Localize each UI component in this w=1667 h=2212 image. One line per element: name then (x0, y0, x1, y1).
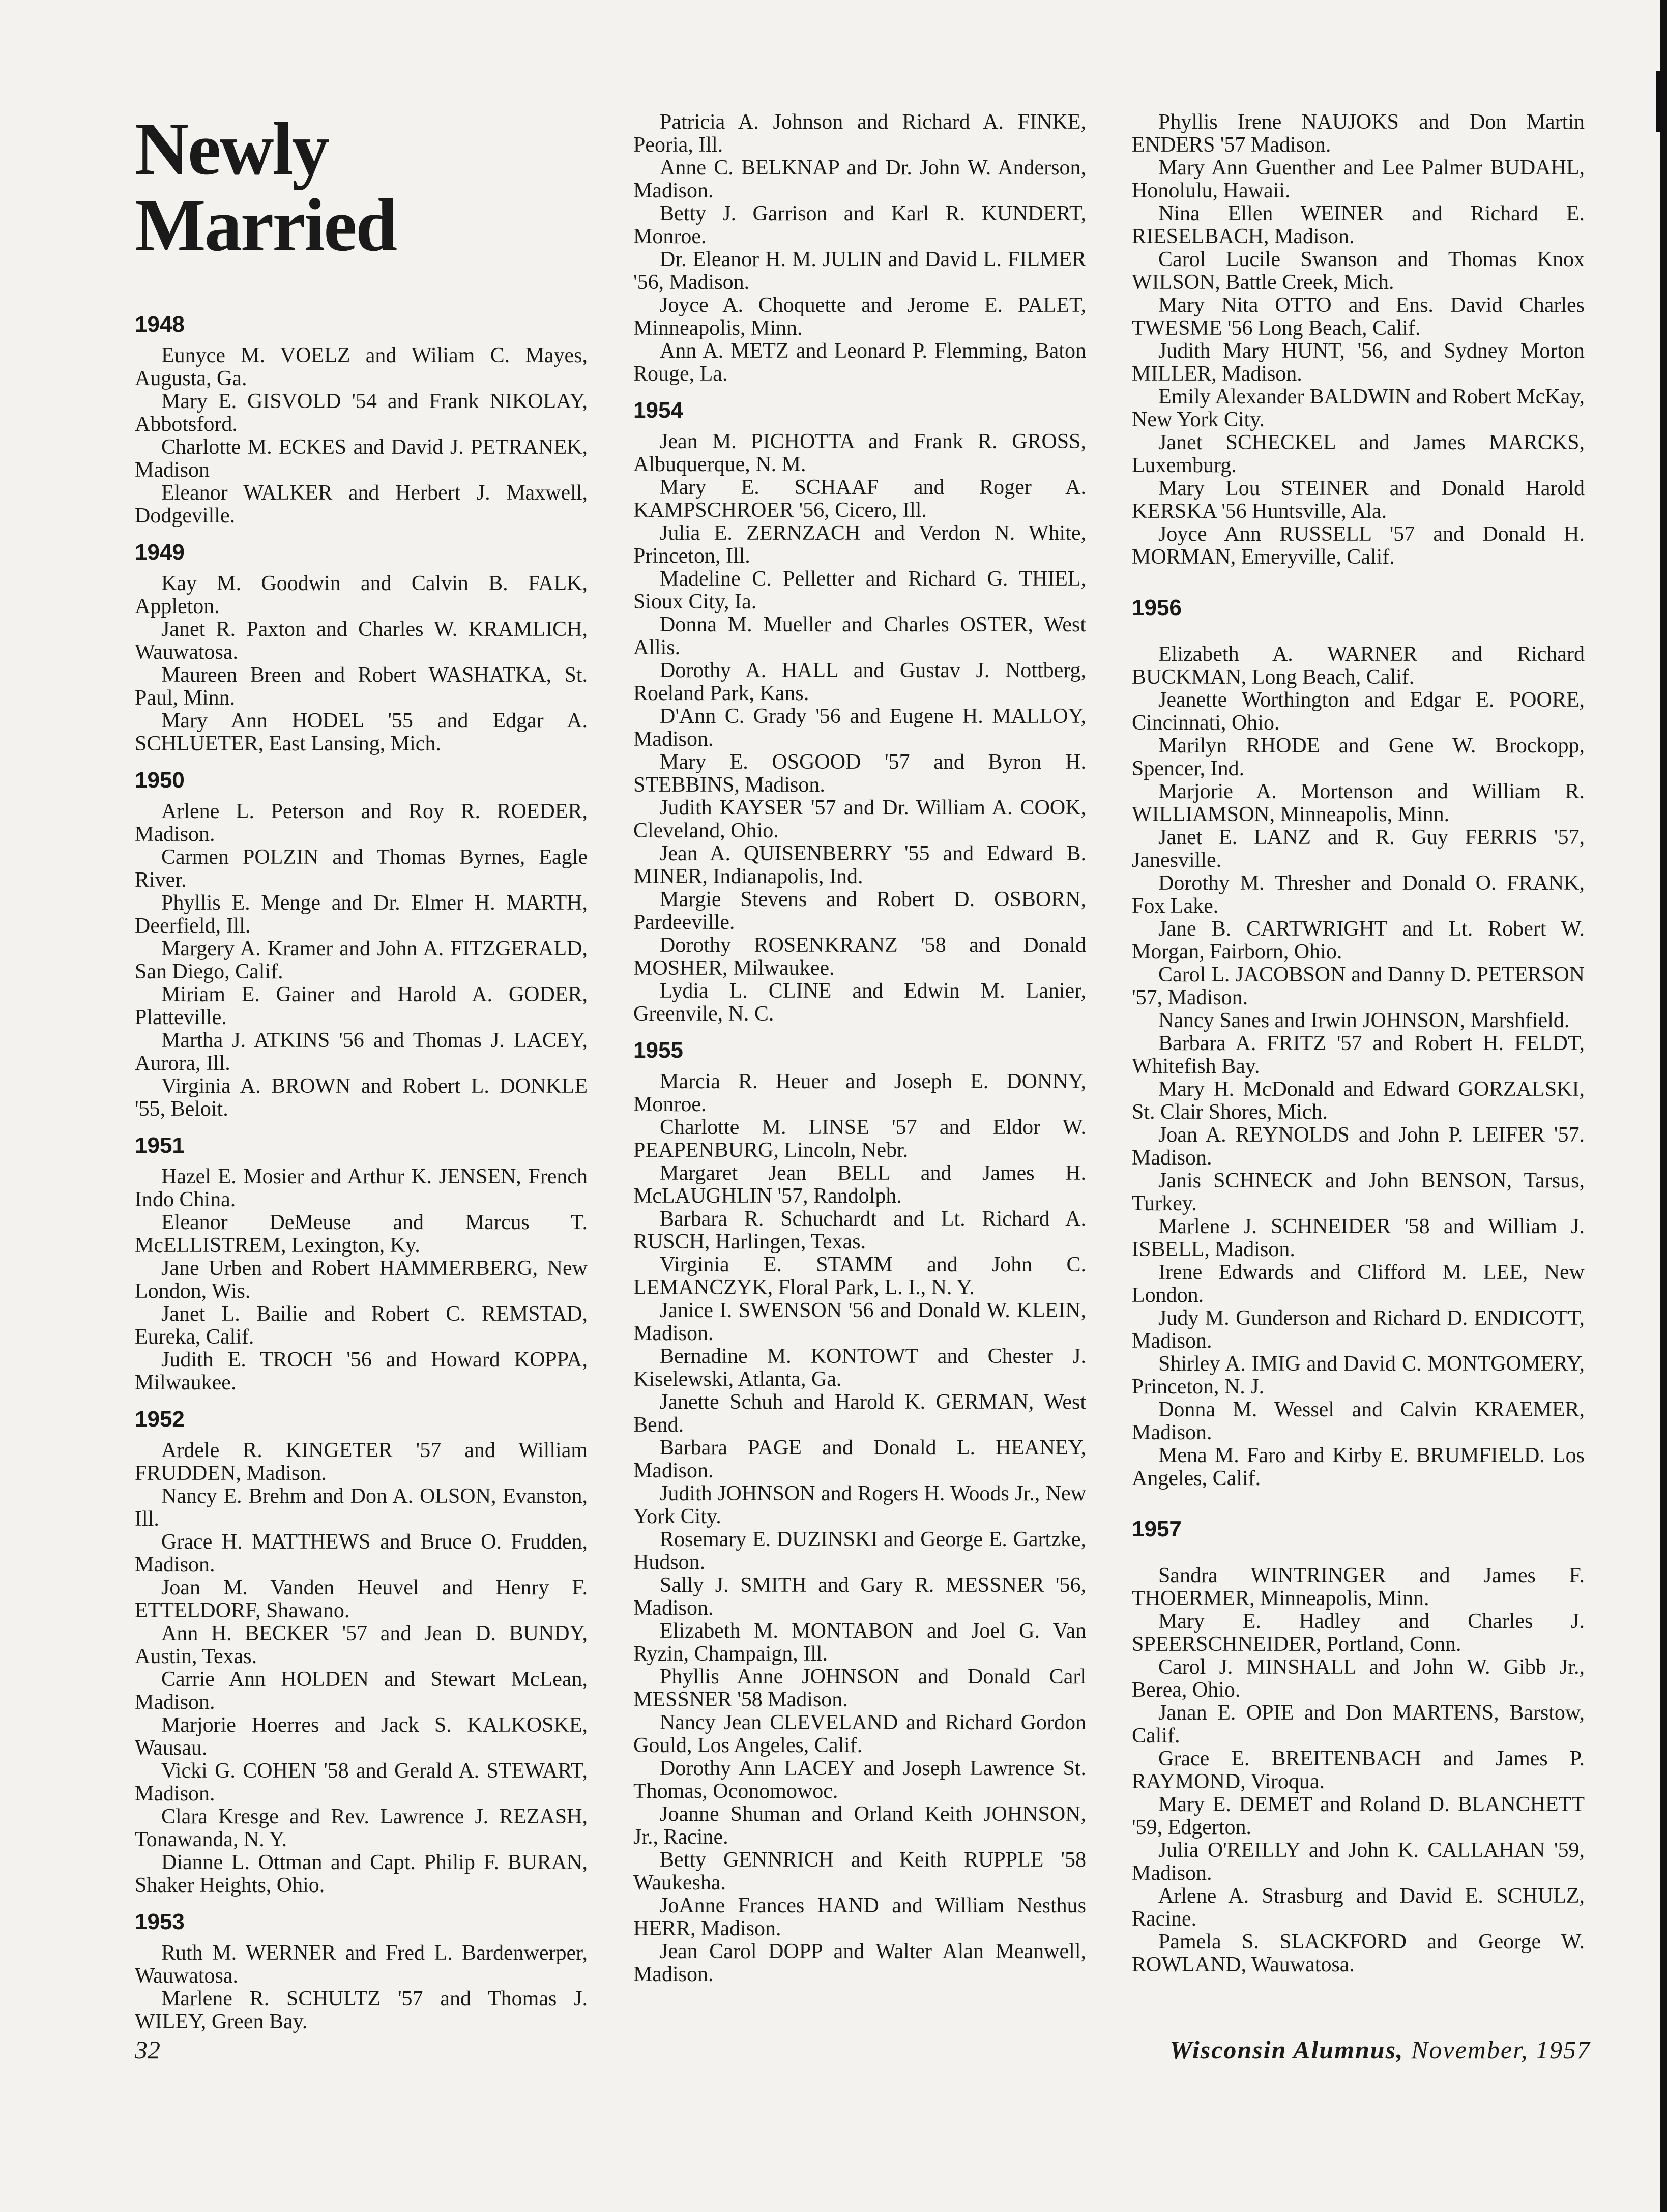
marriage-entry: Joan M. Vanden Heuvel and Henry F. ETTELDORF, Shawano. (135, 1576, 588, 1622)
marriage-entry: Janette Schuh and Harold K. GERMAN, West Bend. (633, 1390, 1086, 1437)
marriage-entry: Judith E. TROCH '56 and Howard KOPPA, Milwaukee. (135, 1348, 588, 1394)
marriage-entry: Madeline C. Pelletter and Richard G. THIEL, Sioux City, Ia. (633, 567, 1086, 614)
marriage-entry: Nancy E. Brehm and Don A. OLSON, Evanston, Ill. (135, 1485, 588, 1531)
marriage-entry: Charlotte M. LINSE '57 and Eldor W. PEAPENBURG, Lincoln, Nebr. (633, 1116, 1086, 1162)
marriage-entry: Donna M. Wessel and Calvin KRAEMER, Madison. (1132, 1398, 1585, 1444)
marriage-entry: JoAnne Frances HAND and William Nesthus HERR, Madison. (633, 1894, 1086, 1940)
marriage-entry: Betty J. Garrison and Karl R. KUNDERT, Monroe. (633, 202, 1086, 248)
marriage-entry: Dorothy Ann LACEY and Joseph Lawrence St. Thomas, Oconomowoc. (633, 1757, 1086, 1803)
marriage-entry: Elizabeth M. MONTABON and Joel G. Van Ryzin, Champaign, Ill. (633, 1619, 1086, 1666)
marriage-entry: Joyce A. Choquette and Jerome E. PALET, Minneapolis, Minn. (633, 294, 1086, 340)
marriage-entry: Margie Stevens and Robert D. OSBORN, Pardeeville. (633, 888, 1086, 934)
marriage-entry: Virginia E. STAMM and John C. LEMANCZYK, Floral Park, L. I., N. Y. (633, 1253, 1086, 1299)
marriage-entry: Grace E. BREITENBACH and James P. RAYMOND, Viroqua. (1132, 1747, 1585, 1793)
marriage-entry: Judith Mary HUNT, '56, and Sydney Morton MILLER, Madison. (1132, 339, 1585, 386)
marriage-entry: Arlene A. Strasburg and David E. SCHULZ, Racine. (1132, 1884, 1585, 1931)
marriage-entry: Carol Lucile Swanson and Thomas Knox WILSON, Battle Creek, Mich. (1132, 248, 1585, 294)
marriage-entry: Eleanor WALKER and Herbert J. Maxwell, Dodgeville. (135, 481, 588, 528)
marriage-entry: Phyllis E. Menge and Dr. Elmer H. MARTH, Deerfield, Ill. (135, 891, 588, 938)
marriage-entry: Carol L. JACOBSON and Danny D. PETERSON '57, Madison. (1132, 963, 1585, 1009)
marriage-entry: Vicki G. COHEN '58 and Gerald A. STEWART, Madison. (135, 1759, 588, 1806)
year-heading: 1954 (633, 398, 683, 423)
marriage-entry: Mary H. McDonald and Edward GORZALSKI, St. Clair Shores, Mich. (1132, 1078, 1585, 1124)
marriage-entry: Clara Kresge and Rev. Lawrence J. REZASH, Tonawanda, N. Y. (135, 1805, 588, 1851)
year-heading: 1957 (1132, 1517, 1182, 1541)
marriage-entry: Janet L. Bailie and Robert C. REMSTAD, Eureka, Calif. (135, 1302, 588, 1349)
marriage-entry: Charlotte M. ECKES and David J. PETRANEK, Madison (135, 435, 588, 482)
marriage-entry: Janet R. Paxton and Charles W. KRAMLICH, Wauwatosa. (135, 618, 588, 664)
marriage-entry: Barbara A. FRITZ '57 and Robert H. FELDT, Whitefish Bay. (1132, 1032, 1585, 1078)
marriage-entry: Mary Lou STEINER and Donald Harold KERSKA '56 Huntsville, Ala. (1132, 477, 1585, 523)
marriage-entry: Dr. Eleanor H. M. JULIN and David L. FILMER '56, Madison. (633, 248, 1086, 294)
marriage-entry: Grace H. MATTHEWS and Bruce O. Frudden, Madison. (135, 1530, 588, 1577)
marriage-entry: Mary E. GISVOLD '54 and Frank NIKOLAY, Abbotsford. (135, 390, 588, 436)
marriage-entry: Emily Alexander BALDWIN and Robert McKay, New York City. (1132, 385, 1585, 431)
marriage-entry: Miriam E. Gainer and Harold A. GODER, Platteville. (135, 983, 588, 1029)
marriage-entry: Janan E. OPIE and Don MARTENS, Barstow, Calif. (1132, 1701, 1585, 1748)
marriage-entry: Mary E. OSGOOD '57 and Byron H. STEBBINS, Madison. (633, 750, 1086, 797)
marriage-entry: Irene Edwards and Clifford M. LEE, New London. (1132, 1261, 1585, 1307)
marriage-entry: Marilyn RHODE and Gene W. Brockopp, Spencer, Ind. (1132, 734, 1585, 780)
column-3 (1132, 111, 1585, 1976)
marriage-entry: Margery A. Kramer and John A. FITZGERALD, San Diego, Calif. (135, 937, 588, 983)
marriage-entry: Julia E. ZERNZACH and Verdon N. White, Princeton, Ill. (633, 521, 1086, 568)
marriage-entry: Ann A. METZ and Leonard P. Flemming, Baton Rouge, La. (633, 339, 1086, 386)
year-heading: 1952 (135, 1407, 185, 1432)
year-heading: 1948 (135, 312, 185, 337)
marriage-entry: Hazel E. Mosier and Arthur K. JENSEN, French Indo China. (135, 1165, 588, 1211)
marriage-entry: Judith JOHNSON and Rogers H. Woods Jr., New York City. (633, 1482, 1086, 1528)
marriage-entry: Mary E. SCHAAF and Roger A. KAMPSCHROER '56, Cicero, Ill. (633, 476, 1086, 522)
marriage-entry: Dorothy A. HALL and Gustav J. Nottberg, Roeland Park, Kans. (633, 659, 1086, 705)
marriage-entry: Barbara PAGE and Donald L. HEANEY, Madison. (633, 1436, 1086, 1482)
marriage-entry: Pamela S. SLACKFORD and George W. ROWLAND, Wauwatosa. (1132, 1930, 1585, 1976)
marriage-entry: Bernadine M. KONTOWT and Chester J. Kiselewski, Atlanta, Ga. (633, 1345, 1086, 1391)
marriage-entry: Carmen POLZIN and Thomas Byrnes, Eagle River. (135, 846, 588, 892)
marriage-entry: Mary Ann HODEL '55 and Edgar A. SCHLUETER, East Lansing, Mich. (135, 709, 588, 755)
year-heading: 1953 (135, 1909, 185, 1934)
publication-footer (1169, 2035, 1591, 2064)
marriage-entry: Mary Ann Guenther and Lee Palmer BUDAHL, Honolulu, Hawaii. (1132, 156, 1585, 202)
marriage-entry: Barbara R. Schuchardt and Lt. Richard A. RUSCH, Harlingen, Texas. (633, 1207, 1086, 1254)
marriage-entry: Lydia L. CLINE and Edwin M. Lanier, Greenvile, N. C. (633, 979, 1086, 1026)
marriage-entry: Janet SCHECKEL and James MARCKS, Luxemburg. (1132, 431, 1585, 477)
year-heading: 1949 (135, 540, 185, 565)
marriage-entry: Marlene R. SCHULTZ '57 and Thomas J. WILEY, Green Bay. (135, 1987, 588, 2033)
marriage-entry: Marlene J. SCHNEIDER '58 and William J. ISBELL, Madison. (1132, 1215, 1585, 1261)
marriage-entry: Mena M. Faro and Kirby E. BRUMFIELD. Los Angeles, Calif. (1132, 1444, 1585, 1490)
marriage-entry: Joanne Shuman and Orland Keith JOHNSON, Jr., Racine. (633, 1802, 1086, 1849)
marriage-entry: Betty GENNRICH and Keith RUPPLE '58 Waukesha. (633, 1848, 1086, 1895)
marriage-entry: Nina Ellen WEINER and Richard E. RIESELBACH, Madison. (1132, 202, 1585, 248)
year-heading: 1951 (135, 1133, 185, 1158)
marriage-entry: Nancy Sanes and Irwin JOHNSON, Marshfield. (1158, 1009, 1570, 1032)
marriage-entry: Margaret Jean BELL and James H. McLAUGHLIN '57, Randolph. (633, 1161, 1086, 1208)
publication-name: Wisconsin Alumnus, (1169, 2035, 1404, 2064)
marriage-entry: Julia O'REILLY and John K. CALLAHAN '59, Madison. (1132, 1839, 1585, 1885)
marriage-entry: Mary Nita OTTO and Ens. David Charles TWESME '56 Long Beach, Calif. (1132, 294, 1585, 340)
marriage-entry: Carrie Ann HOLDEN and Stewart McLean, Madison. (135, 1668, 588, 1714)
marriage-entry: Arlene L. Peterson and Roy R. ROEDER, Madison. (135, 800, 588, 846)
marriage-entry: Mary E. Hadley and Charles J. SPEERSCHNEIDER, Portland, Conn. (1132, 1610, 1585, 1656)
scan-edge-notch (1656, 71, 1660, 132)
marriage-entry: Patricia A. Johnson and Richard A. FINKE, Peoria, Ill. (633, 110, 1086, 157)
marriage-entry: Carol J. MINSHALL and John W. Gibb Jr., Berea, Ohio. (1132, 1655, 1585, 1702)
marriage-entry: Jane B. CARTWRIGHT and Lt. Robert W. Morgan, Fairborn, Ohio. (1132, 917, 1585, 964)
marriage-entry: Janice I. SWENSON '56 and Donald W. KLEIN, Madison. (633, 1299, 1086, 1345)
marriage-entry: Anne C. BELKNAP and Dr. John W. Anderson, Madison. (633, 156, 1086, 202)
marriage-entry: Dorothy ROSENKRANZ '58 and Donald MOSHER, Milwaukee. (633, 934, 1086, 980)
marriage-entry: Ardele R. KINGETER '57 and William FRUDDEN, Madison. (135, 1439, 588, 1485)
marriage-entry: Joan A. REYNOLDS and John P. LEIFER '57. Madison. (1132, 1123, 1585, 1170)
marriage-entry: Donna M. Mueller and Charles OSTER, West Allis. (633, 613, 1086, 659)
marriage-entry: Jeanette Worthington and Edgar E. POORE, Cincinnati, Ohio. (1132, 688, 1585, 735)
marriage-entry: Joyce Ann RUSSELL '57 and Donald H. MORMAN, Emeryville, Calif. (1132, 522, 1585, 569)
marriage-entry: Marjorie Hoerres and Jack S. KALKOSKE, Wausau. (135, 1713, 588, 1760)
page-number: 32 (135, 2035, 160, 2064)
page-title: Newly Married (135, 107, 396, 267)
marriage-entry: D'Ann C. Grady '56 and Eugene H. MALLOY, Madison. (633, 705, 1086, 751)
marriage-entry: Janet E. LANZ and R. Guy FERRIS '57, Janesville. (1132, 826, 1585, 872)
marriage-entry: Judith KAYSER '57 and Dr. William A. COOK, Cleveland, Ohio. (633, 796, 1086, 842)
marriage-entry: Dianne L. Ottman and Capt. Philip F. BURAN, Shaker Heights, Ohio. (135, 1851, 588, 1897)
marriage-entry: Maureen Breen and Robert WASHATKA, St. Paul, Minn. (135, 663, 588, 710)
year-heading: 1956 (1132, 595, 1182, 620)
marriage-entry: Jean Carol DOPP and Walter Alan Meanwell, Madison. (633, 1940, 1086, 1986)
marriage-entry: Phyllis Anne JOHNSON and Donald Carl MESSNER '58 Madison. (633, 1665, 1086, 1711)
year-heading: 1950 (135, 768, 185, 793)
marriage-entry: Ruth M. WERNER and Fred L. Bardenwerper, Wauwatosa. (135, 1941, 588, 1988)
marriage-entry: Marjorie A. Mortenson and William R. WILLIAMSON, Minneapolis, Minn. (1132, 780, 1585, 826)
marriage-entry: Janis SCHNECK and John BENSON, Tarsus, Turkey. (1132, 1169, 1585, 1215)
scan-edge (1660, 0, 1667, 2212)
marriage-entry: Nancy Jean CLEVELAND and Richard Gordon Gould, Los Angeles, Calif. (633, 1711, 1086, 1757)
column-1 (135, 107, 588, 2033)
marriage-entry: Eunyce M. VOELZ and Wiliam C. Mayes, Augusta, Ga. (135, 344, 588, 390)
marriage-entry: Virginia A. BROWN and Robert L. DONKLE '55, Beloit. (135, 1074, 588, 1121)
marriage-entry: Dorothy M. Thresher and Donald O. FRANK, Fox Lake. (1132, 871, 1585, 918)
year-heading: 1955 (633, 1038, 683, 1063)
marriage-entry: Marcia R. Heuer and Joseph E. DONNY, Monroe. (633, 1070, 1086, 1116)
marriage-entry: Phyllis Irene NAUJOKS and Don Martin ENDERS '57 Madison. (1132, 110, 1585, 157)
marriage-entry: Sally J. SMITH and Gary R. MESSNER '56, Madison. (633, 1574, 1086, 1620)
marriage-entry: Eleanor DeMeuse and Marcus T. McELLISTREM, Lexington, Ky. (135, 1211, 588, 1257)
marriage-entry: Jean M. PICHOTTA and Frank R. GROSS, Albuquerque, N. M. (633, 430, 1086, 476)
marriage-entry: Judy M. Gunderson and Richard D. ENDICOTT, Madison. (1132, 1306, 1585, 1353)
marriage-entry: Rosemary E. DUZINSKI and George E. Gartzke, Hudson. (633, 1528, 1086, 1574)
marriage-entry: Jane Urben and Robert HAMMERBERG, New London, Wis. (135, 1257, 588, 1303)
marriage-entry: Kay M. Goodwin and Calvin B. FALK, Appleton. (135, 572, 588, 618)
marriage-entry: Mary E. DEMET and Roland D. BLANCHETT '59, Edgerton. (1132, 1793, 1585, 1839)
publication-date: November, 1957 (1411, 2035, 1591, 2064)
marriage-entry: Martha J. ATKINS '56 and Thomas J. LACEY, Aurora, Ill. (135, 1029, 588, 1075)
marriage-entry: Ann H. BECKER '57 and Jean D. BUNDY, Austin, Texas. (135, 1622, 588, 1668)
marriage-entry: Elizabeth A. WARNER and Richard BUCKMAN, Long Beach, Calif. (1132, 643, 1585, 689)
marriage-entry: Shirley A. IMIG and David C. MONTGOMERY, Princeton, N. J. (1132, 1352, 1585, 1399)
marriage-entry: Jean A. QUISENBERRY '55 and Edward B. MINER, Indianapolis, Ind. (633, 842, 1086, 888)
column-2 (633, 111, 1086, 1986)
marriage-entry: Sandra WINTRINGER and James F. THOERMER, Minneapolis, Minn. (1132, 1564, 1585, 1610)
